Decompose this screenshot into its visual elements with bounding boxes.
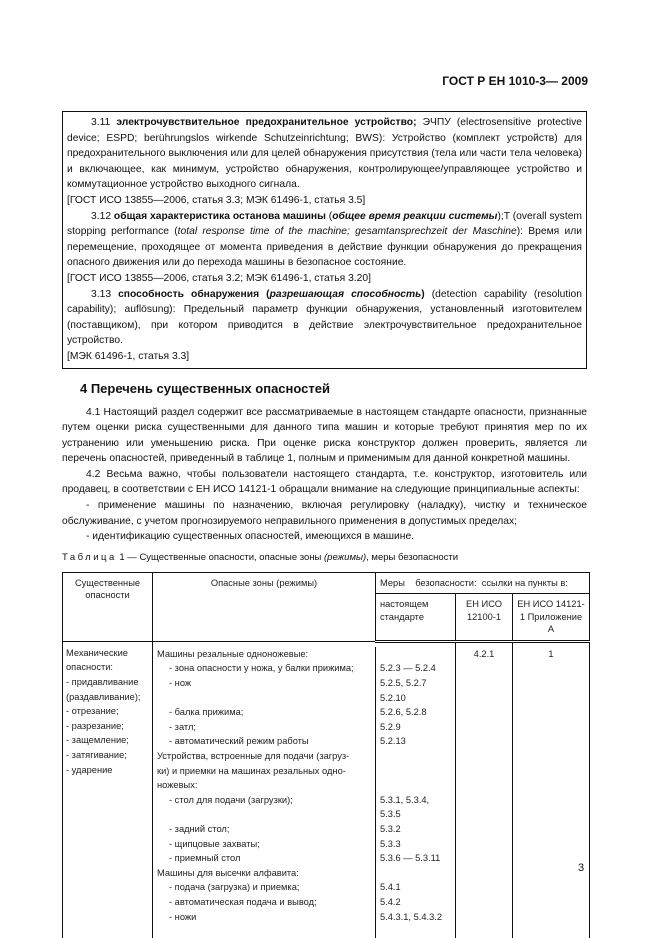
zone-item: - приемный стол [169,853,241,864]
section-body [62,405,587,545]
def-term-alt: общее время реакции системы [332,210,498,222]
caption-text: 1 — Существенные опасности, опасные зоны [116,551,325,563]
def-term: общая характеристика останова машины [113,210,326,222]
spacer [153,924,375,938]
def-term: способность обнаружения [118,288,260,300]
zone-item: Машины для высечки алфавита: [157,867,299,878]
header-measures: Меры безопасности: ссылки на пункты в: [376,572,590,594]
header-en-iso-12100: ЕН ИСО 12100-1 [456,594,513,642]
standard-reference: 5.3.6 — 5.3.11 [375,851,455,866]
standard-reference: 5.4.2 [375,895,455,910]
caption-italic: (режимы) [324,551,367,563]
def-term-alt: разрешающая способность [269,288,422,300]
paragraph: 4.1 Настоящий раздел содержит все рассматриваемые в настоящем стандарте опасности, признанные путем оценки риска существенными для данного типа машин и которые требуют принятия мер по их устранению или уменьшению риска. При оценке риска конструктор должен проверить, является ли перечень опасностей, приведенный в таблице 1, полным и применимым для данной конкретной машины. [62,406,587,465]
header-this-standard: настоящем стандарте [376,594,456,642]
hazard-item: - придавливание [66,677,139,688]
zone-item: - задний стол; [169,823,230,834]
standard-reference: 5.4.3.1, 5.4.3.2 [375,910,455,925]
def-text: ;T (overall system stopping performance ( [67,210,582,238]
zone-item: Машины резальные одноножевые: [157,648,309,659]
def-term: электрочувствительное предохранительное устройство; [116,117,417,128]
section-title: 4 Перечень существенных опасностей [80,380,330,396]
standard-reference: 5.3.1, 5.3.4, [375,793,455,808]
zone-item: - балка прижима; [169,707,244,718]
caption-label: Таблица [62,551,117,563]
zone-item: ножевых: [157,780,198,791]
paragraph: 4.2 Весьма важно, чтобы пользователи настоящего стандарта, т.е. конструктор, изготовитель или продавец, в соответствии с ЕН ИСО 14121-1 обращали внимание на следующие принципиальные аспекты: [62,468,587,496]
standard-reference [375,647,455,662]
hazard-item: опасности: [66,662,114,673]
ref-en-iso-14121: 1 [513,641,590,938]
hazard-item: (раздавливание); [66,691,141,702]
standard-reference [375,778,455,793]
standard-reference: 5.3.5 [375,807,455,822]
header-en-iso-14121: ЕН ИСО 14121-1 Приложение А [513,594,590,642]
standard-reference: 5.2.3 — 5.2.4 [375,661,455,676]
zone-item [153,807,375,822]
zone-item: - стол для подачи (загрузки); [169,794,293,805]
standard-reference: 5.3.2 [375,822,455,837]
hazard-item: - отрезание; [66,706,119,717]
standard-reference: 5.2.10 [375,691,455,706]
document-header: ГОСТ Р ЕН 1010-3— 2009 [442,74,588,88]
definition-3-12: 3.12 общая характеристика останова машины (общее время реакции системы);T (overall system stopping performance (total response time of the machine; gesamtansprechzeit der Maschine): Время или перемещение, проходящее от момента приведения в действие функции обнаружения до прекращения опасного движения или до перехода машины в безопасное состояние. [67,210,582,269]
standard-reference: 5.3.3 [375,837,455,852]
table-caption [62,552,589,564]
caption-end: , меры безопасности [366,551,459,563]
standard-reference: 5.2.5, 5.2.7 [375,676,455,691]
zone-item: - ножи [169,911,197,922]
zone-item: - автоматический режим работы [169,736,309,747]
def-ref: [ГОСТ ИСО 13855—2006, статья 3.2; МЭК 61496-1, статья 3.20] [67,272,371,284]
zone-item: ки) и приемки на машинах резальных одно- [157,765,346,776]
standard-reference: 5.2.9 [375,720,455,735]
zone-item: - подача (загрузка) и приемка; [169,882,300,893]
standard-reference: 5.2.13 [375,734,455,749]
def-text: ): Время или перемещение, проходящее от момента приведения в действие функции обнаружения до прекращения опасного движения или до перехода машины в безопасное состояние. [67,226,582,269]
standard-reference: 5.2.6, 5.2.8 [375,705,455,720]
zone-item: - щипцовые захваты; [169,838,260,849]
hazard-item: - разрезание; [66,720,124,731]
def-number: 3.11 [91,117,117,128]
zone-item [153,691,375,706]
def-text: ЭЧПУ (electrosensitive protective device; ESPD; berührungslos wirkende Schutzeinrichtung; BWS): Устройство (комплект устройств) для предохранительного выключения или для целей обнаружения присутствия (тела или части тела человека) и включающее, как минимум, устройство обнаружения, контролирующее/управляющее устройство и коммутационное устройство выходного сигнала. [67,117,582,191]
standard-reference: 5.4.1 [375,880,455,895]
column-divider [375,924,455,938]
paragraph: - применение машины по назначению, включая регулировку (наладку), чистку и техническое обслуживание, с учетом прогнозируемого неправильного применения в допустимых пределах; [62,500,587,527]
hazard-item: - затягивание; [66,750,127,760]
def-number: 3.13 [91,288,119,300]
zones-grid [153,643,455,938]
hazards-cell [63,641,153,938]
header-zones: Опасные зоны (режимы) [153,572,376,641]
def-ref: [МЭК 61496-1, статья 3.3] [67,350,190,362]
definitions-box [62,111,587,369]
zone-item: - нож [169,678,192,689]
zone-item: Устройства, встроенные для подачи (загруз- [157,751,350,761]
page-number: 3 [578,862,585,874]
standard-reference [375,764,455,779]
def-text: (detection capability (resolution capability); auflösung): Предельный параметр функции обнаружения, установленный изготовителем (поставщиком), при котором приводится в действие электрочувствительное предохранительное устройство. [67,288,582,347]
hazard-item: - защемление; [66,735,129,746]
standard-reference [375,749,455,764]
standard-reference [375,866,455,881]
definition-3-13: 3.13 способность обнаружения (разрешающая способность) (detection capability (resolution capability); auflösung): Предельный параметр функции обнаружения, установленный изготовителем (поставщиком), при котором приводится в действие электрочувствительное предохранительное устройство. [67,288,582,347]
page-content [62,111,589,938]
zone-item: - автоматическая подача и вывод; [169,896,317,907]
def-text-italic: total response time of the machine; gesamtansprechzeit der Maschine [177,226,517,238]
zones-and-references [153,641,456,938]
paragraph: - идентификацию существенных опасностей, имеющихся в машине. [86,531,415,543]
zone-item: - затл; [169,721,196,732]
hazard-item: Механические [66,647,128,658]
def-number: 3.12 [91,210,114,222]
hazard-item: - ударение [66,764,113,775]
zone-item: - зона опасности у ножа, у балки прижима; [169,663,354,674]
ref-en-iso-12100: 4.2.1 [456,641,513,938]
definition-3-11 [67,115,582,193]
def-ref: [ГОСТ ИСО 13855—2006, статья 3.3; МЭК 61496-1, статья 3.5] [67,194,366,206]
header-hazards: Существенные опасности [63,572,153,641]
hazards-table [62,572,590,938]
